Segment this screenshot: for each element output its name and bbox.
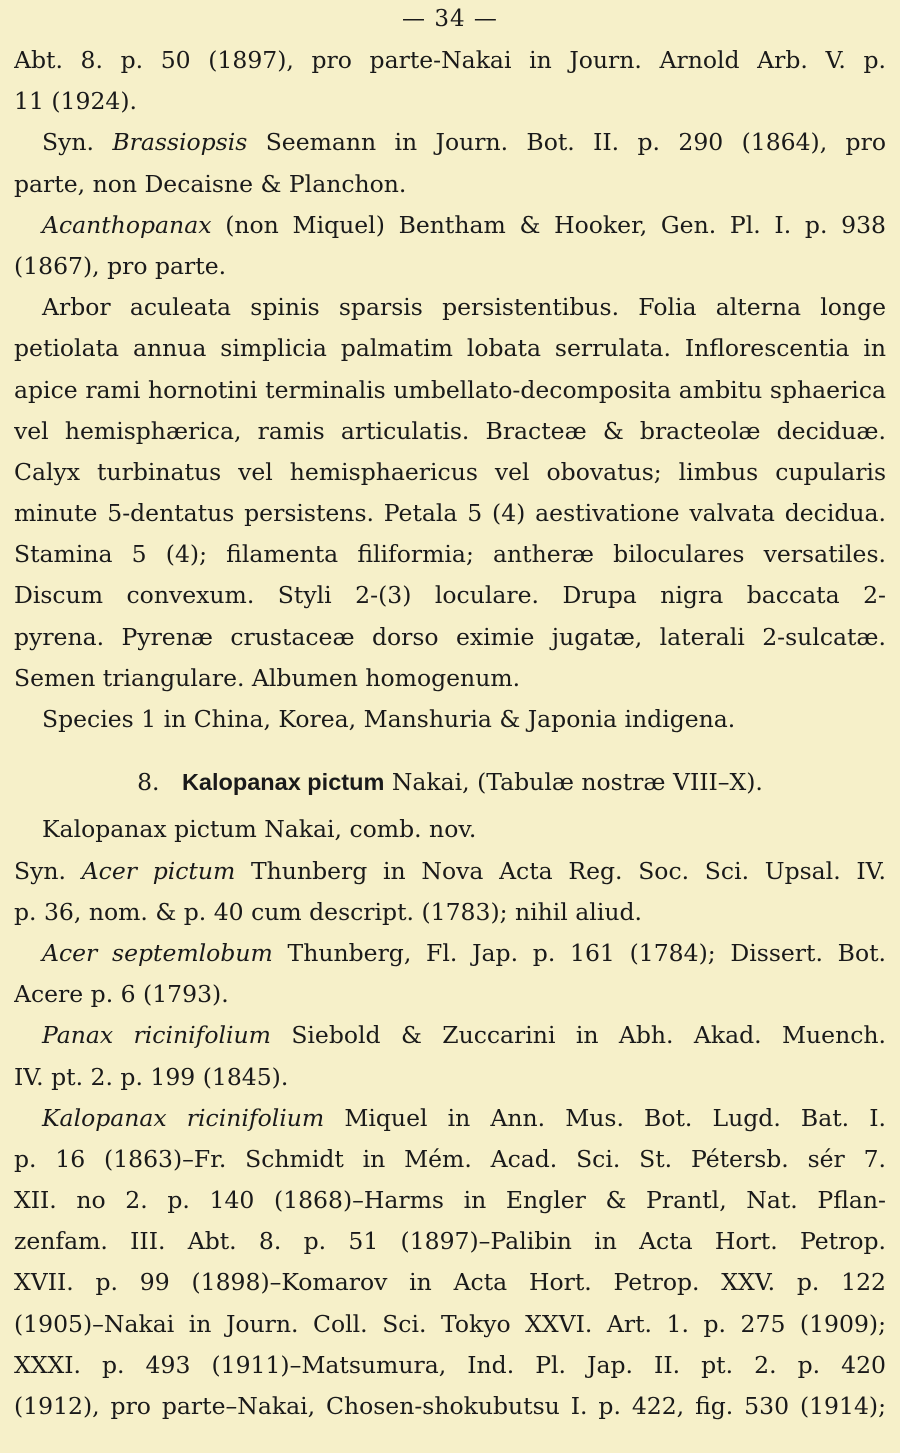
taxon-name: Acanthopanax [42, 210, 212, 239]
citation: Thunberg in Nova Acta Reg. Soc. Sci. Upsal. IV. [251, 856, 886, 885]
citation: (non Miquel) Bentham & Hooker, Gen. Pl. I. p. 938 [225, 210, 886, 239]
synonym-line [14, 933, 886, 974]
description-line: Stamina 5 (4); filamenta filiformia; antheræ biloculares versatiles. [14, 540, 886, 569]
syn-label: Syn. [42, 128, 94, 157]
citation: Miquel in Ann. Mus. Bot. Lugd. Bat. I. [344, 1103, 886, 1132]
taxon-name: Panax ricinifolium [42, 1021, 271, 1050]
text-line: Abt. 8. p. 50 (1897), pro parte-Nakai in Journ. Arnold Arb. V. p. [14, 46, 886, 74]
synonym-line [14, 1098, 886, 1139]
text-line: (1912), pro parte–Nakai, Chosen-shokubutsu I. p. 422, fig. 530 (1914); [14, 1392, 886, 1420]
description-line: petiolata annua simplicia palmatim lobata serrulata. Inflorescentia in [14, 334, 886, 363]
citation: Siebold & Zuccarini in Abh. Akad. Muench. [291, 1021, 886, 1050]
synonym-line [14, 122, 886, 163]
text-line: XII. no 2. p. 140 (1868)–Harms in Engler & Prantl, Nat. Pflan- [14, 1186, 886, 1215]
description-line: pyrena. Pyrenæ crustaceæ dorso eximie jugatæ, laterali 2-sulcatæ. [14, 622, 886, 651]
text-line: 11 (1924). [14, 87, 137, 116]
description-line: Calyx turbinatus vel hemisphaericus vel obovatus; limbus cupularis [14, 457, 886, 486]
text-line: p. 16 (1863)–Fr. Schmidt in Mém. Acad. Sci. St. Pétersb. sér 7. [14, 1144, 886, 1173]
heading-author: Nakai, (Tabulæ nostræ VIII–X). [391, 768, 763, 797]
text-line: Acere p. 6 (1793). [14, 980, 229, 1009]
description-line: apice rami hornotini terminalis umbellato-decomposita ambitu sphaerica [14, 375, 886, 404]
description-line: vel hemisphærica, ramis articulatis. Bracteæ & bracteolæ deciduæ. [14, 416, 886, 445]
text-line: parte, non Decaisne & Planchon. [14, 169, 407, 198]
citation: Seemann in Journ. Bot. II. p. 290 (1864), pro [265, 128, 886, 157]
synonym-line [14, 851, 886, 892]
taxon-name: Acer pictum [81, 856, 236, 885]
synonym-line [14, 205, 886, 246]
text-line: XXXI. p. 493 (1911)–Matsumura, Ind. Pl. Jap. II. pt. 2. p. 420 [14, 1350, 886, 1379]
comb-nov-line: Kalopanax pictum Nakai, comb. nov. [42, 815, 477, 844]
text-line: (1905)–Nakai in Journ. Coll. Sci. Tokyo XXVI. Art. 1. p. 275 (1909); [14, 1309, 886, 1338]
taxon-name: Brassiopsis [112, 128, 248, 157]
text-line: p. 36, nom. & p. 40 cum descript. (1783); nihil aliud. [14, 897, 642, 926]
syn-label: Syn. [14, 856, 66, 885]
page-number: — 34 — [402, 6, 498, 32]
taxon-name: Kalopanax ricinifolium [42, 1103, 325, 1132]
text-line: IV. pt. 2. p. 199 (1845). [14, 1062, 289, 1091]
species-line: Species 1 in China, Korea, Manshuria & Japonia indigena. [42, 705, 736, 733]
heading-number: 8. [137, 768, 160, 797]
text-line: zenfam. III. Abt. 8. p. 51 (1897)–Palibin in Acta Hort. Petrop. [14, 1227, 886, 1256]
synonym-line [14, 1015, 886, 1056]
description-line: minute 5-dentatus persistens. Petala 5 (4) aestivatione valvata decidua. [14, 499, 886, 528]
description-line: Discum convexum. Styli 2-(3) loculare. Drupa nigra baccata 2- [14, 581, 886, 610]
description-line: Arbor aculeata spinis sparsis persistentibus. Folia alterna longe [42, 293, 886, 322]
heading-species-name: Kalopanax pictum [181, 769, 385, 796]
text-line: XVII. p. 99 (1898)–Komarov in Acta Hort. Petrop. XXV. p. 122 [14, 1268, 886, 1297]
citation: Thunberg, Fl. Jap. p. 161 (1784); Dissert. Bot. [287, 938, 886, 967]
text-line: (1867), pro parte. [14, 251, 227, 280]
description-line: Semen triangulare. Albumen homogenum. [14, 663, 521, 692]
taxon-name: Acer septemlobum [42, 938, 273, 967]
species-heading [14, 762, 886, 803]
